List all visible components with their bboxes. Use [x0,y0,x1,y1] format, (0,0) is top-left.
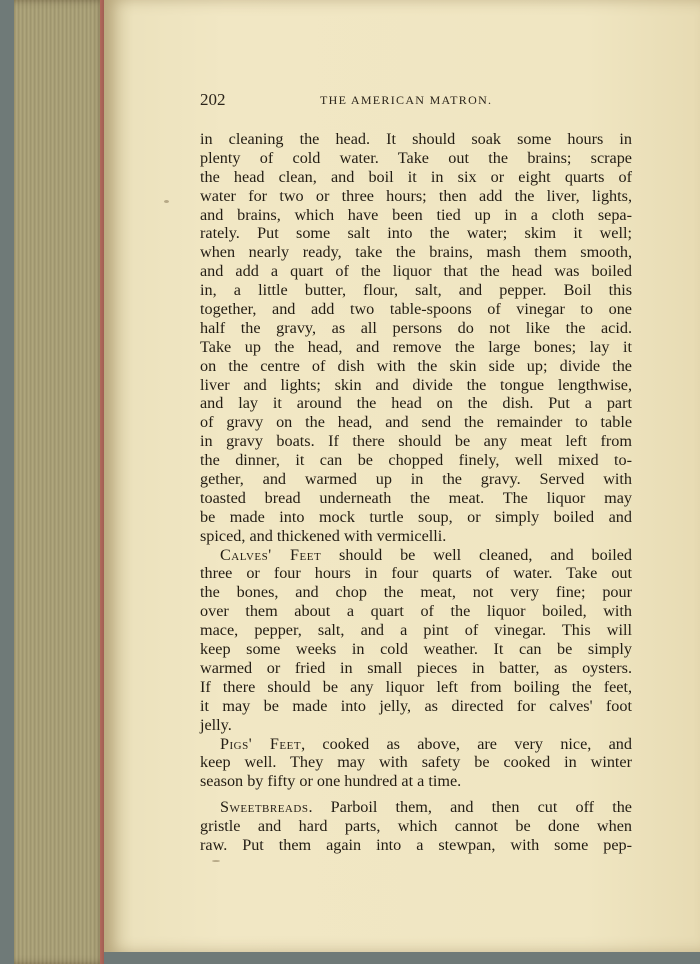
text-line: toasted bread underneath the meat. The liquor may [200,488,632,507]
page-number: 202 [200,90,226,109]
page-bottom-edge [104,952,700,964]
text-line: it may be made into jelly, as directed for calves' foot [200,696,632,715]
text-line: rately. Put some salt into the water; skim it well; [200,224,632,243]
text-line: and add a quart of the liquor that the head was boiled [200,262,632,281]
text-line: raw. Put them again into a stewpan, with some pep- [200,835,632,854]
book-title: THE AMERICAN MATRON. [320,93,493,107]
text-line: in gravy boats. If there should be any meat left from [200,432,632,451]
heading-continuation: should be well cleaned, and boiled [321,545,633,564]
text-line [200,735,632,754]
text-line: keep well. They may with safety be cooked in winter [200,753,632,772]
text-line: gristle and hard parts, which cannot be done when [200,817,632,836]
recipe-heading: Pigs' Feet [220,734,302,753]
text-line: on the centre of dish with the skin side up; divide the [200,356,632,375]
text-line: Take up the head, and remove the large bones; lay it [200,337,632,356]
text-line: together, and add two table-spoons of vinegar to one [200,300,632,319]
heading-continuation: , cooked as above, are very nice, and [301,734,632,753]
text-line: be made into mock turtle soup, or simply boiled and [200,507,632,526]
text-line: keep some weeks in cold weather. It can be simply [200,640,632,659]
text-line: jelly. [200,715,232,734]
text-line: liver and lights; skin and divide the tongue lengthwise, [200,375,632,394]
text-line: and brains, which have been tied up in a cloth sepa- [200,205,632,224]
running-head [200,90,640,112]
text-line: mace, pepper, salt, and a pint of vinegar. This will [200,621,632,640]
text-line: the bones, and chop the meat, not very fine; pour [200,583,632,602]
paragraph-calves-feet [200,546,632,735]
text-line: of gravy on the head, and send the remainder to table [200,413,632,432]
recipe-heading: Sweetbreads [220,798,309,817]
text-line: and lay it around the head on the dish. Put a part [200,394,632,413]
text-line [200,798,632,817]
text-line: the dinner, it can be chopped finely, well mixed to- [200,451,632,470]
text-line: over them about a quart of the liquor boiled, with [200,602,632,621]
paragraph-head-recipe [200,130,632,546]
text-line: water for two or three hours; then add the liver, lights, [200,186,632,205]
text-line: gether, and warmed up in the gravy. Served with [200,470,632,489]
book-page [104,0,700,952]
text-line: half the gravy, as all persons do not like the acid. [200,318,632,337]
text-line: If there should be any liquor left from boiling the feet, [200,677,632,696]
recipe-heading: Calves' Feet [220,545,322,564]
text-line: three or four hours in four quarts of water. Take out [200,564,632,583]
paper-speck [164,200,169,203]
text-line: spiced, and thickened with vermicelli. [200,526,447,545]
paragraph-sweetbreads [200,798,632,855]
paragraph-pigs-feet [200,735,632,792]
page-edges [14,0,108,964]
text-line [200,546,632,565]
page-body [200,130,632,855]
text-line: plenty of cold water. Take out the brains; scrape [200,148,632,167]
heading-continuation: . Parboil them, and then cut off the [308,798,632,817]
text-line: in, a little butter, flour, salt, and pepper. Boil this [200,281,632,300]
text-line: the head clean, and boil it in six or eight quarts of [200,167,632,186]
text-line: when nearly ready, take the brains, mash them smooth, [200,243,632,262]
text-line: warmed or fried in small pieces in batter, as oysters. [200,658,632,677]
paper-speck [212,860,220,862]
text-line: season by fifty or one hundred at a time. [200,772,462,791]
text-line: in cleaning the head. It should soak some hours in [200,130,632,148]
